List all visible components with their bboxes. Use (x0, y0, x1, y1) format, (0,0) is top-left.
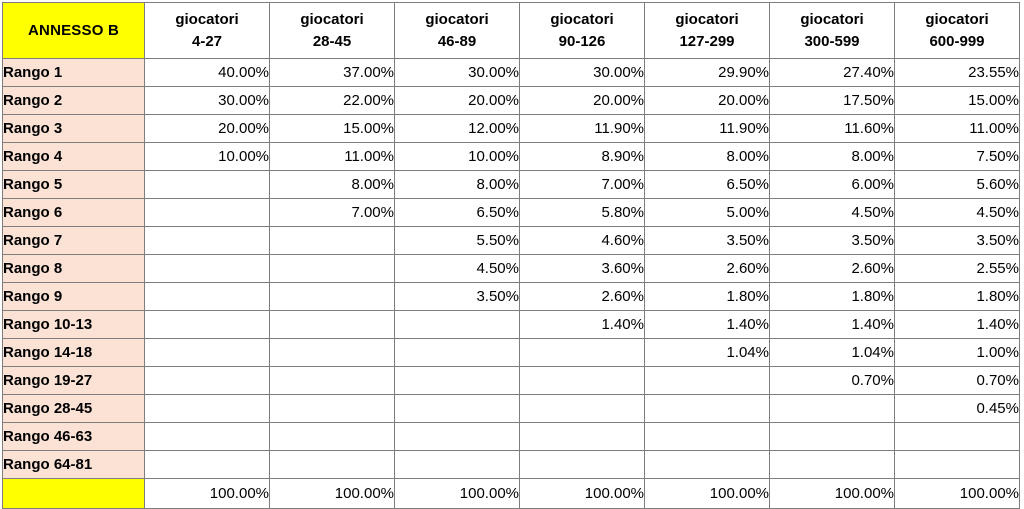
row-label-9: Rango 10-13 (3, 311, 145, 339)
row-label-1: Rango 2 (3, 87, 145, 115)
cell-3-4: 8.00% (645, 143, 770, 171)
cell-14-0 (145, 451, 270, 479)
cell-10-5: 1.04% (770, 339, 895, 367)
cell-5-1: 7.00% (270, 199, 395, 227)
cell-5-6: 4.50% (895, 199, 1020, 227)
cell-3-0: 10.00% (145, 143, 270, 171)
cell-7-2: 4.50% (395, 255, 520, 283)
cell-12-4 (645, 395, 770, 423)
cell-11-3 (520, 367, 645, 395)
cell-13-2 (395, 423, 520, 451)
table-row (3, 423, 1020, 451)
cell-8-4: 1.80% (645, 283, 770, 311)
cell-12-5 (770, 395, 895, 423)
cell-0-3: 30.00% (520, 59, 645, 87)
cell-11-5: 0.70% (770, 367, 895, 395)
cell-13-4 (645, 423, 770, 451)
row-label-14: Rango 64-81 (3, 451, 145, 479)
row-label-6: Rango 7 (3, 227, 145, 255)
cell-14-6 (895, 451, 1020, 479)
cell-11-4 (645, 367, 770, 395)
table-row (3, 59, 1020, 87)
cell-10-3 (520, 339, 645, 367)
row-label-4: Rango 5 (3, 171, 145, 199)
cell-11-6: 0.70% (895, 367, 1020, 395)
cell-3-5: 8.00% (770, 143, 895, 171)
row-label-3: Rango 4 (3, 143, 145, 171)
cell-14-1 (270, 451, 395, 479)
column-header-3-line2: 90-126 (558, 32, 606, 50)
table-row (3, 283, 1020, 311)
cell-8-3: 2.60% (520, 283, 645, 311)
cell-8-5: 1.80% (770, 283, 895, 311)
table-row (3, 87, 1020, 115)
cell-7-5: 2.60% (770, 255, 895, 283)
cell-13-5 (770, 423, 895, 451)
cell-14-5 (770, 451, 895, 479)
row-label-11: Rango 19-27 (3, 367, 145, 395)
column-header-5 (770, 3, 895, 59)
totals-label (3, 479, 145, 509)
table-totals-row (3, 479, 1020, 509)
row-label-10: Rango 14-18 (3, 339, 145, 367)
cell-2-2: 12.00% (395, 115, 520, 143)
cell-9-4: 1.40% (645, 311, 770, 339)
cell-13-0 (145, 423, 270, 451)
cell-2-5: 11.60% (770, 115, 895, 143)
cell-14-3 (520, 451, 645, 479)
table-row (3, 199, 1020, 227)
table-row (3, 451, 1020, 479)
row-label-7: Rango 8 (3, 255, 145, 283)
column-header-3 (520, 3, 645, 59)
cell-1-2: 20.00% (395, 87, 520, 115)
cell-6-0 (145, 227, 270, 255)
row-label-5: Rango 6 (3, 199, 145, 227)
total-0: 100.00% (145, 479, 270, 509)
total-2: 100.00% (395, 479, 520, 509)
column-header-4 (645, 3, 770, 59)
cell-10-4: 1.04% (645, 339, 770, 367)
cell-7-3: 3.60% (520, 255, 645, 283)
cell-13-1 (270, 423, 395, 451)
cell-9-3: 1.40% (520, 311, 645, 339)
cell-9-6: 1.40% (895, 311, 1020, 339)
cell-8-6: 1.80% (895, 283, 1020, 311)
column-header-2-line2: 46-89 (437, 32, 477, 50)
cell-2-1: 15.00% (270, 115, 395, 143)
cell-3-6: 7.50% (895, 143, 1020, 171)
cell-5-5: 4.50% (770, 199, 895, 227)
cell-13-6 (895, 423, 1020, 451)
column-header-6-line2: 600-999 (929, 32, 985, 50)
total-4: 100.00% (645, 479, 770, 509)
cell-6-5: 3.50% (770, 227, 895, 255)
cell-12-6: 0.45% (895, 395, 1020, 423)
cell-9-2 (395, 311, 520, 339)
cell-13-3 (520, 423, 645, 451)
column-header-1 (270, 3, 395, 59)
cell-1-6: 15.00% (895, 87, 1020, 115)
cell-8-0 (145, 283, 270, 311)
cell-8-2: 3.50% (395, 283, 520, 311)
cell-6-1 (270, 227, 395, 255)
cell-4-2: 8.00% (395, 171, 520, 199)
table-row (3, 255, 1020, 283)
cell-3-3: 8.90% (520, 143, 645, 171)
cell-6-4: 3.50% (645, 227, 770, 255)
cell-0-6: 23.55% (895, 59, 1020, 87)
cell-3-1: 11.00% (270, 143, 395, 171)
cell-0-5: 27.40% (770, 59, 895, 87)
cell-6-2: 5.50% (395, 227, 520, 255)
cell-4-5: 6.00% (770, 171, 895, 199)
column-header-6-line1: giocatori (925, 10, 989, 28)
cell-5-2: 6.50% (395, 199, 520, 227)
column-header-0 (145, 3, 270, 59)
column-header-6 (895, 3, 1020, 59)
column-header-1-line1: giocatori (300, 10, 364, 28)
cell-11-0 (145, 367, 270, 395)
cell-14-4 (645, 451, 770, 479)
cell-7-0 (145, 255, 270, 283)
cell-2-0: 20.00% (145, 115, 270, 143)
column-header-1-line2: 28-45 (312, 32, 352, 50)
cell-8-1 (270, 283, 395, 311)
column-header-4-line2: 127-299 (679, 32, 735, 50)
row-label-0: Rango 1 (3, 59, 145, 87)
cell-0-2: 30.00% (395, 59, 520, 87)
cell-5-0 (145, 199, 270, 227)
cell-10-1 (270, 339, 395, 367)
cell-2-6: 11.00% (895, 115, 1020, 143)
cell-11-2 (395, 367, 520, 395)
cell-12-3 (520, 395, 645, 423)
total-3: 100.00% (520, 479, 645, 509)
cell-0-1: 37.00% (270, 59, 395, 87)
cell-1-3: 20.00% (520, 87, 645, 115)
cell-7-4: 2.60% (645, 255, 770, 283)
cell-5-4: 5.00% (645, 199, 770, 227)
column-header-0-line2: 4-27 (191, 32, 223, 50)
cell-2-3: 11.90% (520, 115, 645, 143)
cell-0-4: 29.90% (645, 59, 770, 87)
table-row (3, 143, 1020, 171)
cell-7-6: 2.55% (895, 255, 1020, 283)
column-header-5-line2: 300-599 (804, 32, 860, 50)
row-label-2: Rango 3 (3, 115, 145, 143)
cell-9-1 (270, 311, 395, 339)
table-row (3, 227, 1020, 255)
annesso-corner-label: ANNESSO B (3, 3, 145, 59)
table-row (3, 339, 1020, 367)
cell-10-6: 1.00% (895, 339, 1020, 367)
cell-4-0 (145, 171, 270, 199)
cell-4-1: 8.00% (270, 171, 395, 199)
cell-3-2: 10.00% (395, 143, 520, 171)
cell-0-0: 40.00% (145, 59, 270, 87)
table-row (3, 367, 1020, 395)
total-1: 100.00% (270, 479, 395, 509)
cell-14-2 (395, 451, 520, 479)
column-header-3-line1: giocatori (550, 10, 614, 28)
cell-10-0 (145, 339, 270, 367)
cell-2-4: 11.90% (645, 115, 770, 143)
total-5: 100.00% (770, 479, 895, 509)
cell-10-2 (395, 339, 520, 367)
cell-12-2 (395, 395, 520, 423)
cell-7-1 (270, 255, 395, 283)
cell-1-1: 22.00% (270, 87, 395, 115)
cell-12-1 (270, 395, 395, 423)
row-label-12: Rango 28-45 (3, 395, 145, 423)
spreadsheet-area (2, 2, 1022, 509)
column-header-2 (395, 3, 520, 59)
column-header-5-line1: giocatori (800, 10, 864, 28)
cell-6-6: 3.50% (895, 227, 1020, 255)
cell-1-4: 20.00% (645, 87, 770, 115)
table-row (3, 311, 1020, 339)
table-row (3, 395, 1020, 423)
row-label-8: Rango 9 (3, 283, 145, 311)
cell-9-0 (145, 311, 270, 339)
cell-12-0 (145, 395, 270, 423)
cell-9-5: 1.40% (770, 311, 895, 339)
cell-4-6: 5.60% (895, 171, 1020, 199)
column-header-2-line1: giocatori (425, 10, 489, 28)
table-row (3, 171, 1020, 199)
cell-6-3: 4.60% (520, 227, 645, 255)
table-header-row (3, 3, 1020, 59)
row-label-13: Rango 46-63 (3, 423, 145, 451)
cell-5-3: 5.80% (520, 199, 645, 227)
total-6: 100.00% (895, 479, 1020, 509)
payout-table (2, 2, 1020, 509)
column-header-0-line1: giocatori (175, 10, 239, 28)
cell-11-1 (270, 367, 395, 395)
cell-4-3: 7.00% (520, 171, 645, 199)
table-row (3, 115, 1020, 143)
cell-1-0: 30.00% (145, 87, 270, 115)
cell-4-4: 6.50% (645, 171, 770, 199)
cell-1-5: 17.50% (770, 87, 895, 115)
column-header-4-line1: giocatori (675, 10, 739, 28)
